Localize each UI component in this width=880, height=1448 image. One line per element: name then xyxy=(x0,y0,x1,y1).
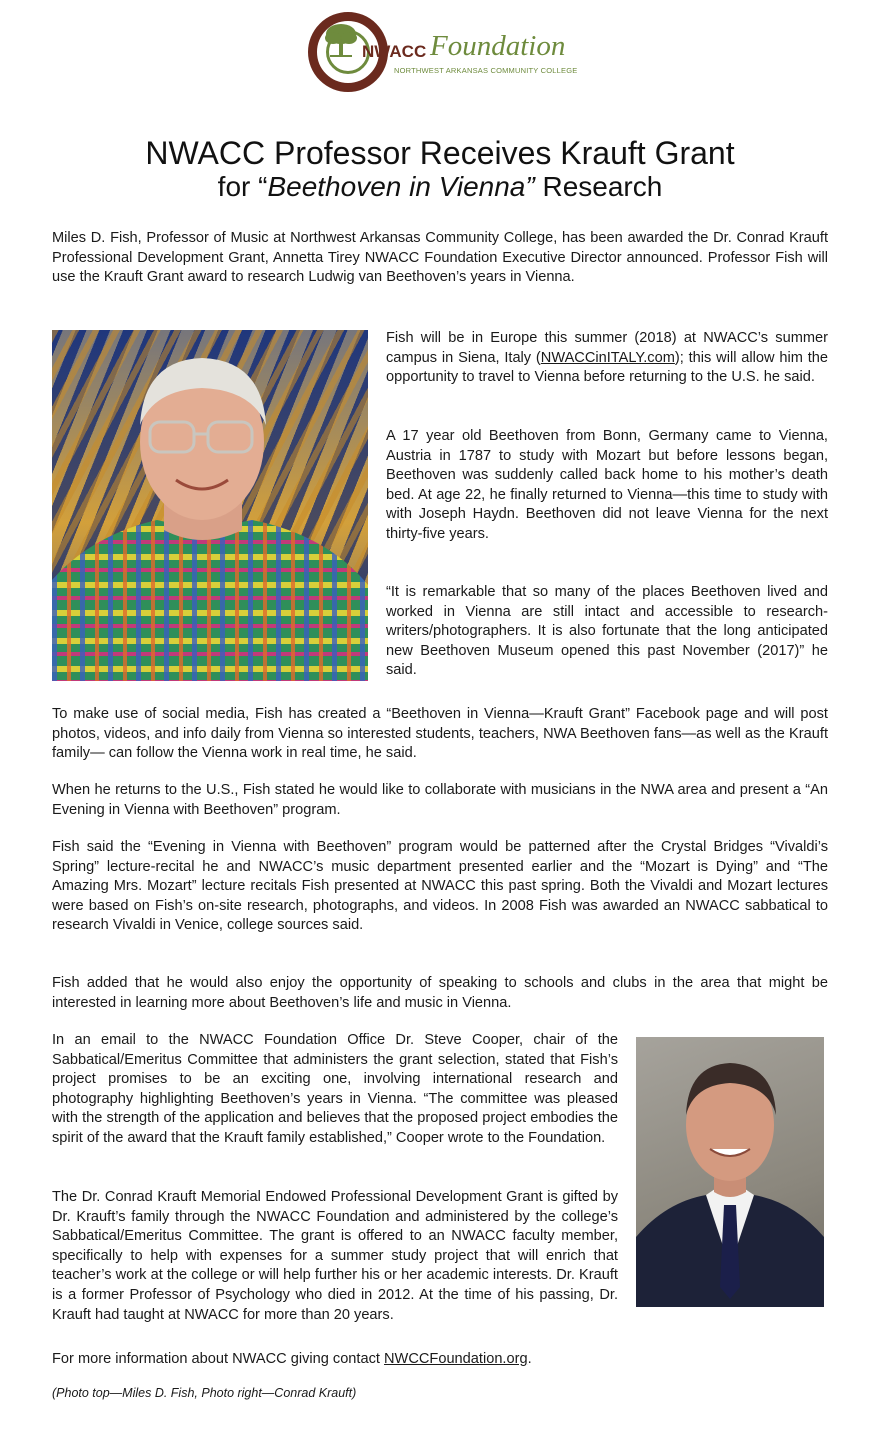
subheadline: for “Beethoven in Vienna” Research xyxy=(217,171,663,202)
paragraph-evening-program: When he returns to the U.S., Fish stated he would like to collaborate with musicians in the NWA area and present a “An Evening in Vienna with Beethoven” program. xyxy=(52,782,828,818)
paragraph-intro: Miles D. Fish, Professor of Music at Northwest Arkansas Community College, has been awarded the Dr. Conrad Krauft Professional Development Grant, Annetta Tirey NWACC Foundation Executive Director announced. Professor Fish will use the Krauft Grant award to research Ludwig van Beethoven’s years in Vienna. xyxy=(52,230,828,286)
portrait-illustration xyxy=(52,330,368,681)
paragraph-social-media: To make use of social media, Fish has created a “Beethoven in Vienna—Krauft Grant” Facebook page and will post photos, videos, and info daily from Vienna so interested students, teachers, NWA Beethoven fans—as well as the Krauft family— can follow the Vienna work in real time, he said. xyxy=(52,706,828,762)
photo-miles-fish xyxy=(52,330,368,681)
logo-foundation-text: Foundation xyxy=(430,30,566,62)
paragraph-schools-clubs: Fish added that he would also enjoy the opportunity of speaking to schools and clubs in the area that might be interested in learning more about Beethoven’s life and music in Vienna. xyxy=(52,975,828,1011)
subheadline-italic: Beethoven in Vienna” xyxy=(267,171,535,202)
paragraph-more-info: For more information about NWACC giving contact NWCCFoundation.org. xyxy=(52,1351,532,1367)
nwacc-foundation-logo xyxy=(308,8,578,98)
paragraph-beethoven-history: A 17 year old Beethoven from Bonn, Germany came to Vienna, Austria in 1787 to study with Mozart but before lessons began, Beethoven was suddenly called back home to his mother’s death bed. At age 22, he finally returned to Vienna—this time to study with with Joseph Haydn. Beethoven did not leave Vienna for the next thirty-five years. xyxy=(386,428,828,542)
photo-caption: (Photo top—Miles D. Fish, Photo right—Conrad Krauft) xyxy=(52,1386,357,1400)
paragraph-cooper-email: In an email to the NWACC Foundation Office Dr. Steve Cooper, chair of the Sabbatical/Emeritus Committee that administers the grant selection, stated that Fish’s project promises to be an exciting one, involving international research and photography highlighting Beethoven’s years in Vienna. “The committee was pleased with the strength of the application and believes that the proposed project embodies the spirit of the award that the Krauft family established,” Cooper wrote to the Foundation. xyxy=(52,1032,618,1146)
link-nwacc-italy[interactable]: NWACCinITALY.com xyxy=(540,349,675,366)
paragraph-grant-description: The Dr. Conrad Krauft Memorial Endowed Professional Development Grant is gifted by Dr. Krauft’s family through the NWACC Foundation and administered by the college’s Sabbatical/Emeritus Committee. The grant is offered to an NWACC faculty member, specifically to help with expenses for a summer study project that will enrich that teacher’s work at the college or will help further his or her academic interests. Dr. Krauft is a former Professor of Psychology who died in 2012. At the time of his passing, Dr. Krauft had taught at NWACC for more than 20 years. xyxy=(52,1189,618,1323)
logo-nwacc-text: NWACC xyxy=(362,42,427,61)
logo-subtitle: NORTHWEST ARKANSAS COMMUNITY COLLEGE xyxy=(394,66,578,75)
tree-icon xyxy=(324,22,358,60)
photo-conrad-krauft xyxy=(636,1037,824,1307)
paragraph-siena: Fish will be in Europe this summer (2018) at NWACC’s summer campus in Siena, Italy (NWACCinITALY.com); this will allow him the opportunity to travel to Vienna before returning to the U.S. he said. xyxy=(386,330,828,386)
headline: NWACC Professor Receives Krauft Grant xyxy=(145,135,735,171)
link-foundation-site[interactable]: NWCCFoundation.org xyxy=(384,1351,528,1367)
paragraph-quote: “It is remarkable that so many of the places Beethoven lived and worked in Vienna are still intact and accessible to research-writers/photographers. It is also fortunate that the long anticipated new Beethoven Museum opened this past November (2017)” he said. xyxy=(386,584,828,679)
paragraph-patterned-after: Fish said the “Evening in Vienna with Beethoven” program would be patterned after the Crystal Bridges “Vivaldi’s Spring” lecture-recital he and NWACC’s music department presented earlier and the “Mozart is Dying” and “The Amazing Mrs. Mozart” lecture recitals Fish presented at NWACC this past spring. Both the Vivaldi and Mozart lectures were based on Fish’s on-site research, photographs, and videos. In 2008 Fish was awarded an NWACC sabbatical to research Vivaldi in Venice, college sources said. xyxy=(52,839,828,934)
portrait-illustration-2 xyxy=(636,1037,824,1307)
